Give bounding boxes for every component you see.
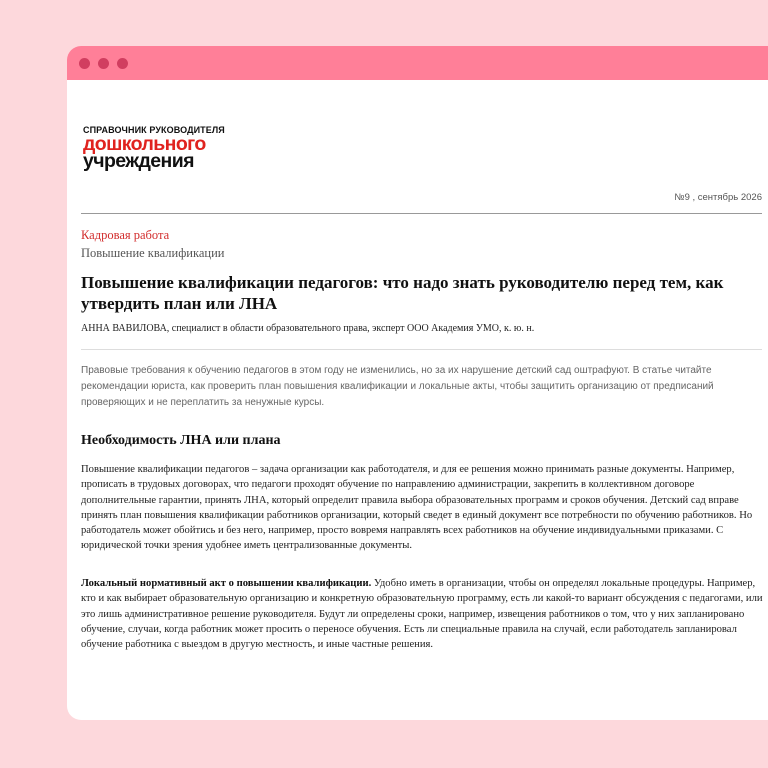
article-paragraph: Повышение квалификации педагогов – задача организации как работодателя, и для ее решения можно принимать разные документы. Например, прописать в трудовых договорах, что педагоги проходят обучение по направлению администрации, закрепить в коллективном договоре дополнительные гарантии, принять ЛНА, который определит правила выбора образовательных программ и сроков обучения. Детский сад вправе принять план повышения квалификации работников организации, который сведет в единый документ все потребности по обучению работников. Но работодатель может обойтись и без него, например, просто вовремя направлять всех работников на обучение индивидуальными приказами. С юридической точки зрения удобнее иметь централизованные документы. bbox=[81, 464, 753, 552]
issue-info: №9 , сентябрь 2026 bbox=[674, 192, 762, 203]
logo-line-2: дошкольного bbox=[83, 133, 206, 155]
browser-window bbox=[67, 46, 768, 720]
paragraph-bold-lead: Локальный нормативный акт о повышении квалификации. bbox=[81, 578, 372, 589]
logo-line-1: СПРАВОЧНИК РУКОВОДИТЕЛЯ bbox=[83, 125, 225, 135]
section-link[interactable]: Кадровая работа bbox=[81, 228, 170, 242]
magazine-logo[interactable] bbox=[83, 126, 225, 171]
article-title: Повышение квалификации педагогов: что надо знать руководителю перед тем, как утвердить план или ЛНА bbox=[81, 273, 724, 313]
close-dot-icon[interactable] bbox=[79, 58, 90, 69]
section-heading: Необходимость ЛНА или плана bbox=[81, 433, 281, 448]
subsection-label: Повышение квалификации bbox=[81, 246, 225, 260]
article-author: АННА ВАВИЛОВА, специалист в области образовательного права, эксперт ООО Академия УМО, к. ю. н. bbox=[81, 323, 535, 334]
article-paragraph bbox=[81, 576, 764, 652]
minimize-dot-icon[interactable] bbox=[98, 58, 109, 69]
author-divider bbox=[81, 349, 762, 350]
logo-line-3: учреждения bbox=[83, 149, 194, 172]
maximize-dot-icon[interactable] bbox=[117, 58, 128, 69]
header-divider bbox=[81, 213, 762, 214]
article-lead: Правовые требования к обучению педагогов в этом году не изменились, но за их нарушение детский сад оштрафуют. В статье читайте рекомендации юриста, как проверить план повышения квалификации и локальные акты, чтобы защитить организацию от предписаний проверяющих и не переплатить за ненужные курсы. bbox=[81, 365, 714, 409]
paragraph-body: Удобно иметь в организации, чтобы он определял локальные процедуры. Например, кто и как выбирает образовательную организацию и конкретную образовательную программу, есть ли какой-то вариант обсуждения с педагогами, или это лишь административное решение руководителя. Будут ли определены сроки, например, извещения работников о том, что у них запланировано обучение, случаи, когда работник может просить о переносе обучения. Есть ли специальные правила на случай, если работодатель запланировал обучение работника с выездом в другую местность, и иные частные решения. bbox=[81, 578, 763, 651]
window-titlebar bbox=[67, 46, 768, 80]
